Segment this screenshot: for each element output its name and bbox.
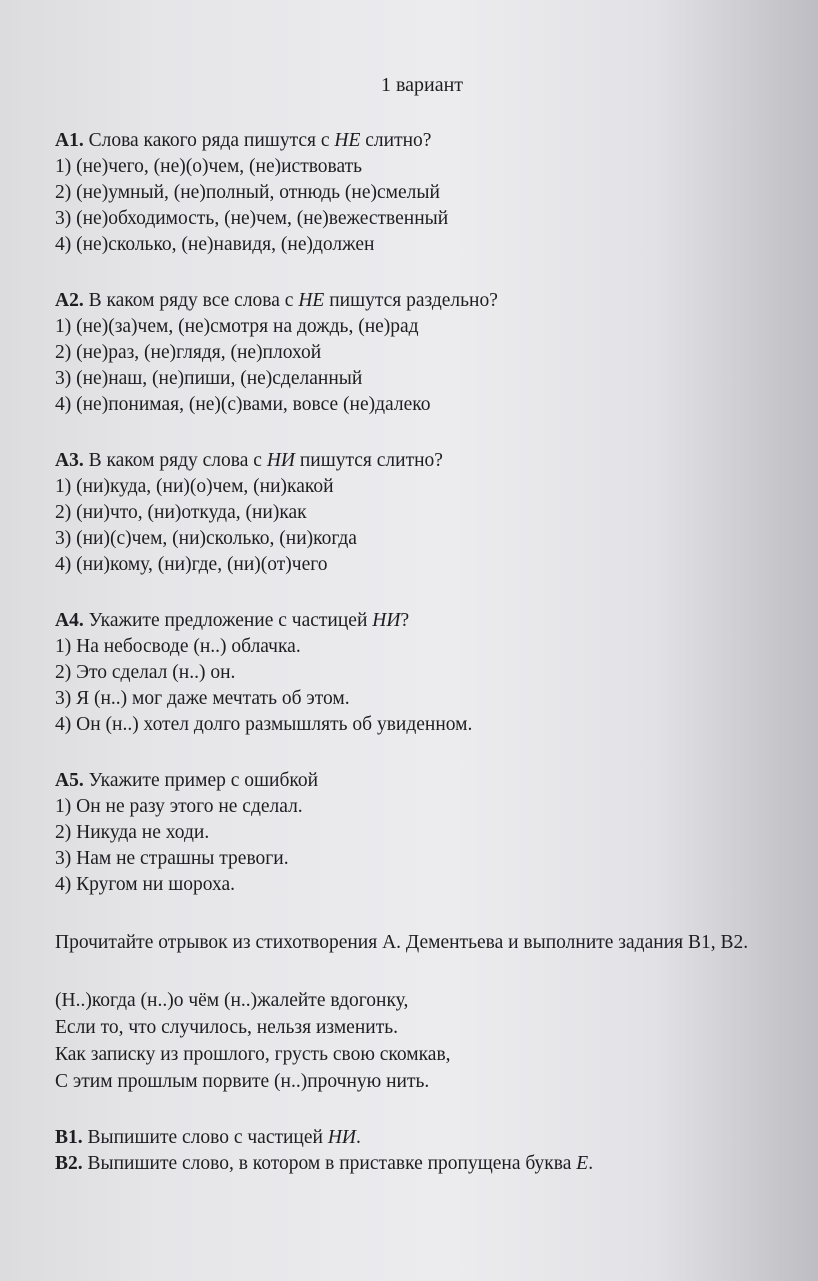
answer-option: 2) (не)раз, (не)глядя, (не)плохой [55, 342, 322, 363]
question-a5 [55, 768, 795, 898]
question-emphasis: НИ [372, 610, 401, 631]
poem-excerpt [55, 987, 795, 1095]
poem-instruction: Прочитайте отрывок из стихотворения А. Дементьева и выполните задания В1, В2. [55, 932, 749, 953]
poem-line: Как записку из прошлого, грусть свою скомкав, [55, 1044, 451, 1065]
question-heading [55, 448, 795, 474]
poem-line: (Н..)когда (н..)о чём (н..)жалейте вдогонку, [55, 990, 409, 1011]
task-text-end: . [588, 1153, 594, 1174]
answer-option: 4) Кругом ни шороха. [55, 874, 236, 895]
question-emphasis: НЕ [334, 130, 361, 151]
answer-option: 2) (ни)что, (ни)откуда, (ни)как [55, 502, 307, 523]
answer-option: 3) (не)обходимость, (не)чем, (не)вежественный [55, 208, 449, 229]
question-a1 [55, 128, 795, 258]
answer-option: 3) Нам не страшны тревоги. [55, 848, 289, 869]
question-text: Слова какого ряда пишутся с [83, 130, 335, 151]
answer-option: 1) На небосводе (н..) облачка. [55, 636, 301, 657]
answer-option: 2) Это сделал (н..) он. [55, 662, 236, 683]
question-number: А1. [55, 130, 84, 151]
question-heading [55, 608, 795, 634]
poem-line: Если то, что случилось, нельзя изменить. [55, 1017, 398, 1038]
answer-option: 1) Он не разу этого не сделал. [55, 796, 303, 817]
question-text-end: пишутся слитно? [294, 450, 443, 471]
question-a4 [55, 608, 795, 738]
question-number: А2. [55, 290, 84, 311]
question-number: А5. [55, 770, 84, 791]
answer-option: 4) (ни)кому, (ни)где, (ни)(от)чего [55, 554, 328, 575]
question-text: В каком ряду все слова с [83, 290, 299, 311]
answer-option: 1) (не)(за)чем, (не)смотря на дождь, (не)рад [55, 316, 419, 337]
question-number: А4. [55, 610, 84, 631]
answer-option: 3) (не)наш, (не)пиши, (не)сделанный [55, 368, 363, 389]
answer-option: 3) Я (н..) мог даже мечтать об этом. [55, 688, 350, 709]
task-text-end: . [356, 1127, 361, 1148]
task-number: В2. [55, 1153, 83, 1174]
question-emphasis: НЕ [298, 290, 325, 311]
task-emphasis: Е [576, 1153, 589, 1174]
written-tasks [55, 1125, 795, 1177]
question-text-end: ? [400, 610, 410, 631]
question-text: Укажите пример с ошибкой [83, 770, 319, 791]
question-text-end: пишутся раздельно? [324, 290, 498, 311]
task-text: Выпишите слово с частицей [82, 1127, 328, 1148]
worksheet-content [55, 128, 795, 1177]
task-b2 [55, 1151, 795, 1177]
answer-option: 1) (ни)куда, (ни)(о)чем, (ни)какой [55, 476, 334, 497]
question-text: Укажите предложение с частицей [83, 610, 373, 631]
task-text: Выпишите слово, в котором в приставке пропущена буква [82, 1153, 577, 1174]
question-number: А3. [55, 450, 84, 471]
answer-option: 2) (не)умный, (не)полный, отнюдь (не)смелый [55, 182, 440, 203]
task-number: В1. [55, 1127, 83, 1148]
question-heading [55, 288, 795, 314]
variant-title: 1 вариант [380, 74, 464, 96]
answer-option: 1) (не)чего, (не)(о)чем, (не)иствовать [55, 156, 363, 177]
poem-line: С этим прошлым порвите (н..)прочную нить. [55, 1071, 430, 1092]
task-emphasis: НИ [327, 1127, 357, 1148]
task-b1 [55, 1125, 795, 1151]
answer-option: 3) (ни)(с)чем, (ни)сколько, (ни)когда [55, 528, 357, 549]
answer-option: 4) Он (н..) хотел долго размышлять об увиденном. [55, 714, 473, 735]
answer-option: 4) (не)понимая, (не)(с)вами, вовсе (не)далеко [55, 394, 431, 415]
question-a2 [55, 288, 795, 418]
question-heading [55, 768, 795, 794]
question-text-end: слитно? [360, 130, 432, 151]
question-emphasis: НИ [266, 450, 295, 471]
answer-option: 4) (не)сколько, (не)навидя, (не)должен [55, 234, 375, 255]
question-text: В каком ряду слова с [83, 450, 267, 471]
answer-option: 2) Никуда не ходи. [55, 822, 210, 843]
question-heading [55, 128, 795, 154]
question-a3 [55, 448, 795, 578]
